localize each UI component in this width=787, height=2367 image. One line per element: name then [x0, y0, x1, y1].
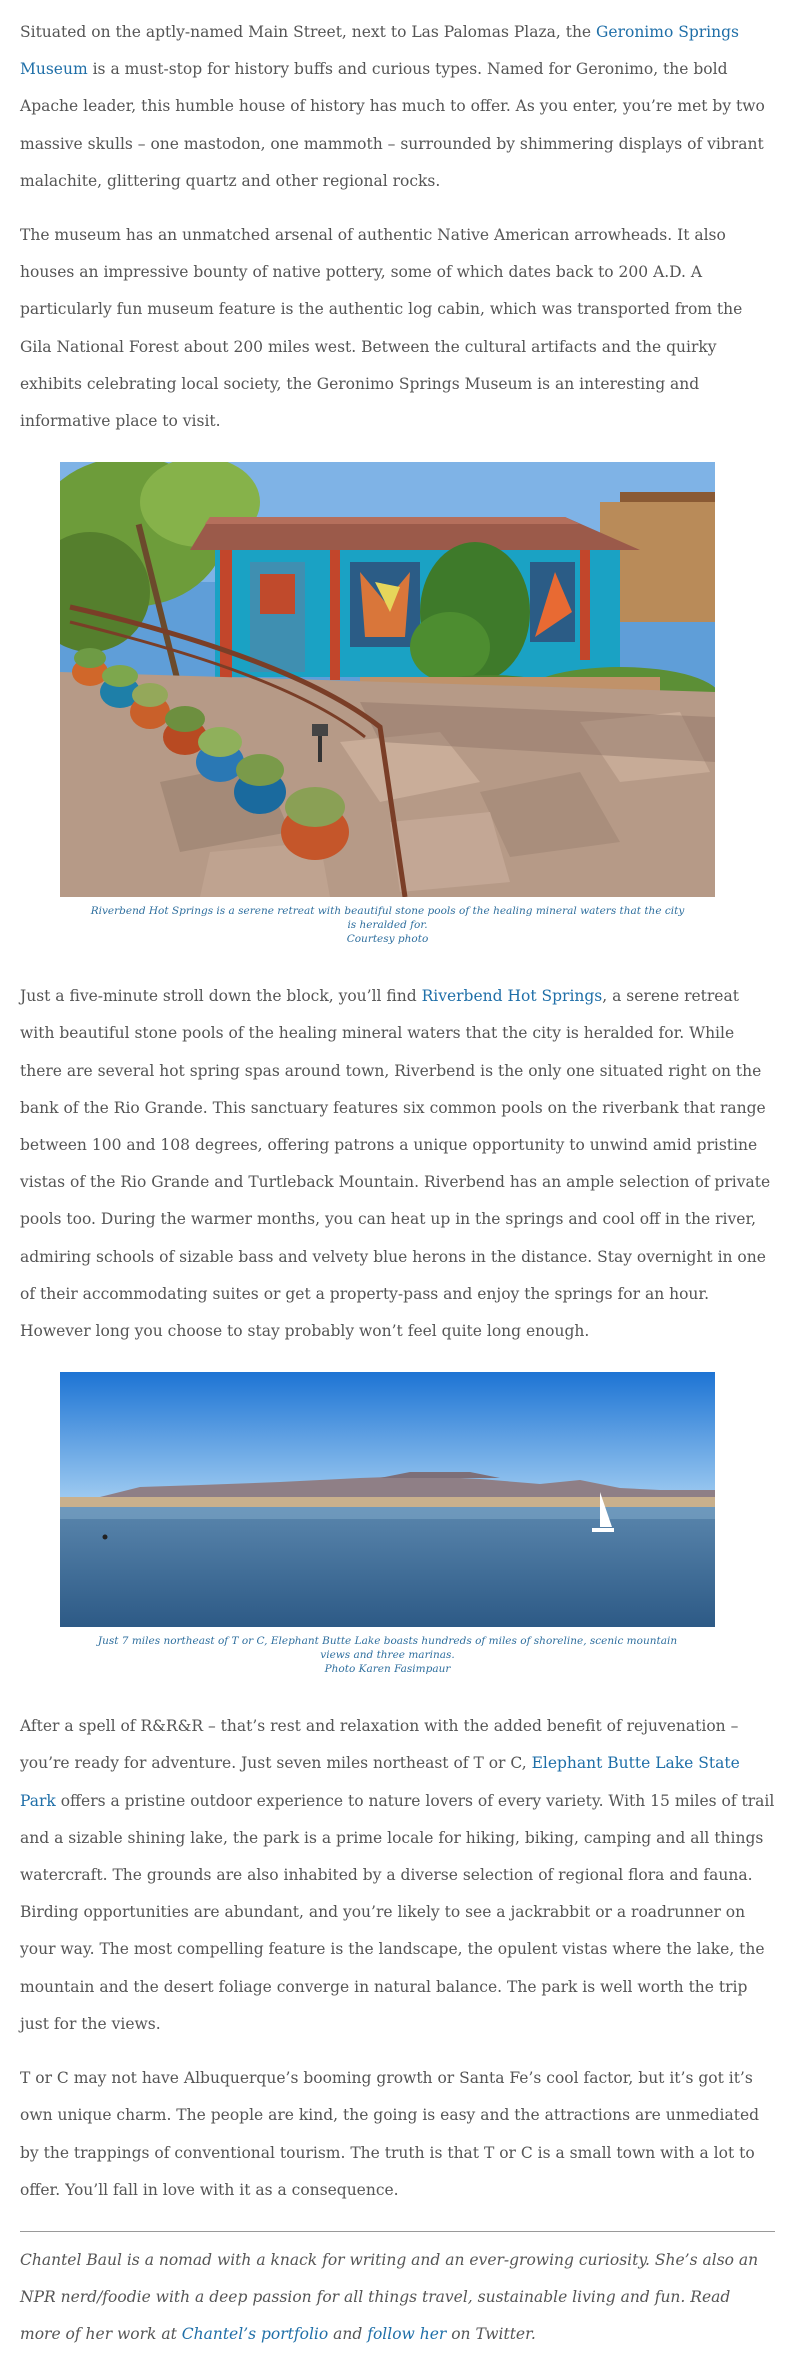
follow-her-twitter-link[interactable]: follow her	[367, 2325, 447, 2344]
bio-divider	[20, 2231, 775, 2232]
riverbend-hot-springs-link[interactable]: Riverbend Hot Springs	[421, 987, 603, 1006]
paragraph-text: offers a pristine outdoor experience to nature lovers of every variety. With 15 miles of trail and a sizable shining lake, the park is a prime locale for hiking, biking, camping and all things watercraft. The grounds are also inhabited by a diverse selection of regional flora and fauna. Birding opportunities are abundant, and you’re likely to see a jackrabbit or a roadrunner on your way. The most compelling feature is the landscape, the opulent vistas where the lake, the mountain and the desert foliage converge in natural balance. The park is well worth the trip just for the views.	[20, 1791, 775, 2033]
riverbend-hot-springs-photo	[60, 462, 715, 897]
author-bio	[20, 2242, 775, 2354]
bio-text: on Twitter.	[446, 2325, 536, 2344]
elephant-butte-lake-photo	[60, 1372, 715, 1627]
riverbend-photo-credit: Courtesy photo	[346, 933, 429, 946]
paragraph-riverbend	[20, 978, 775, 1350]
elephant-butte-lake-state-park-link[interactable]: Elephant Butte Lake State Park	[20, 1754, 740, 1810]
paragraph-text: is a must-stop for history buffs and curious types. Named for Geronimo, the bold Apache leader, this humble house of history has much to offer. As you enter, you’re met by two massive skulls – one mastodon, one mammoth – surrounded by shimmering displays of vibrant malachite, glittering quartz and other regional rocks.	[20, 60, 765, 190]
paragraph-text: , a serene retreat with beautiful stone pools of the healing mineral waters that the city is heralded for. While there are several hot spring spas around town, Riverbend is the only one situated right on the bank of the Rio Grande. This sanctuary features six common pools on the riverbank that range between 100 and 108 degrees, offering patrons a unique opportunity to unwind amid pristine vistas of the Rio Grande and Turtleback Mountain. Riverbend has an ample selection of private pools too. During the warmer months, you can heat up in the springs and cool off in the river, admiring schools of sizable bass and velvety blue herons in the distance. Stay overnight in one of their accommodating suites or get a property-pass and enjoy the springs for an hour. However long you choose to stay probably won’t feel quite long enough.	[20, 987, 771, 1341]
elephant-butte-photo-credit: Photo Karen Fasimpaur	[324, 1663, 451, 1676]
geronimo-springs-museum-link[interactable]: Geronimo Springs Museum	[20, 23, 739, 79]
bio-text: Chantel Baul is a nomad with a knack for writing and an ever-growing curiosity. She’s also an NPR nerd/foodie with a deep passion for all things travel, sustainable living and fun. Read more of her work at	[20, 2250, 759, 2344]
paragraph-museum-intro	[20, 14, 775, 200]
chantel-portfolio-link[interactable]: Chantel’s portfolio	[181, 2325, 329, 2344]
paragraph-conclusion: T or C may not have Albuquerque’s booming growth or Santa Fe’s cool factor, but it’s got it’s own unique charm. The people are kind, the going is easy and the attractions are unmediated by the trappings of conventional tourism. The truth is that T or C is a small town with a lot to offer. You’ll fall in love with it as a consequence.	[20, 2069, 760, 2199]
bio-text: and	[328, 2325, 368, 2344]
riverbend-hot-springs-figure	[60, 462, 715, 946]
paragraph-text: Just a five-minute stroll down the block, you’ll find	[20, 987, 422, 1006]
riverbend-photo-caption: Riverbend Hot Springs is a serene retreat with beautiful stone pools of the healing mineral waters that the city is heralded for.	[90, 905, 685, 932]
elephant-butte-photo-caption: Just 7 miles northeast of T or C, Elephant Butte Lake boasts hundreds of miles of shoreline, scenic mountain views and three marinas.	[97, 1635, 678, 1662]
elephant-butte-lake-figure	[60, 1372, 715, 1676]
paragraph-elephant-butte	[20, 1708, 775, 2043]
paragraph-text: Situated on the aptly-named Main Street, next to Las Palomas Plaza, the	[20, 23, 597, 41]
article-body	[20, 0, 775, 2354]
paragraph-museum-details: The museum has an unmatched arsenal of authentic Native American arrowheads. It also houses an impressive bounty of native pottery, some of which dates back to 200 A.D. A particularly fun museum feature is the authentic log cabin, which was transported from the Gila National Forest about 200 miles west. Between the cultural artifacts and the quirky exhibits celebrating local society, the Geronimo Springs Museum is an interesting and informative place to visit.	[20, 226, 743, 431]
paragraph-text: After a spell of R&R&R – that’s rest and relaxation with the added benefit of rejuvenation – you’re ready for adventure. Just seven miles northeast of T or C,	[20, 1717, 739, 1773]
